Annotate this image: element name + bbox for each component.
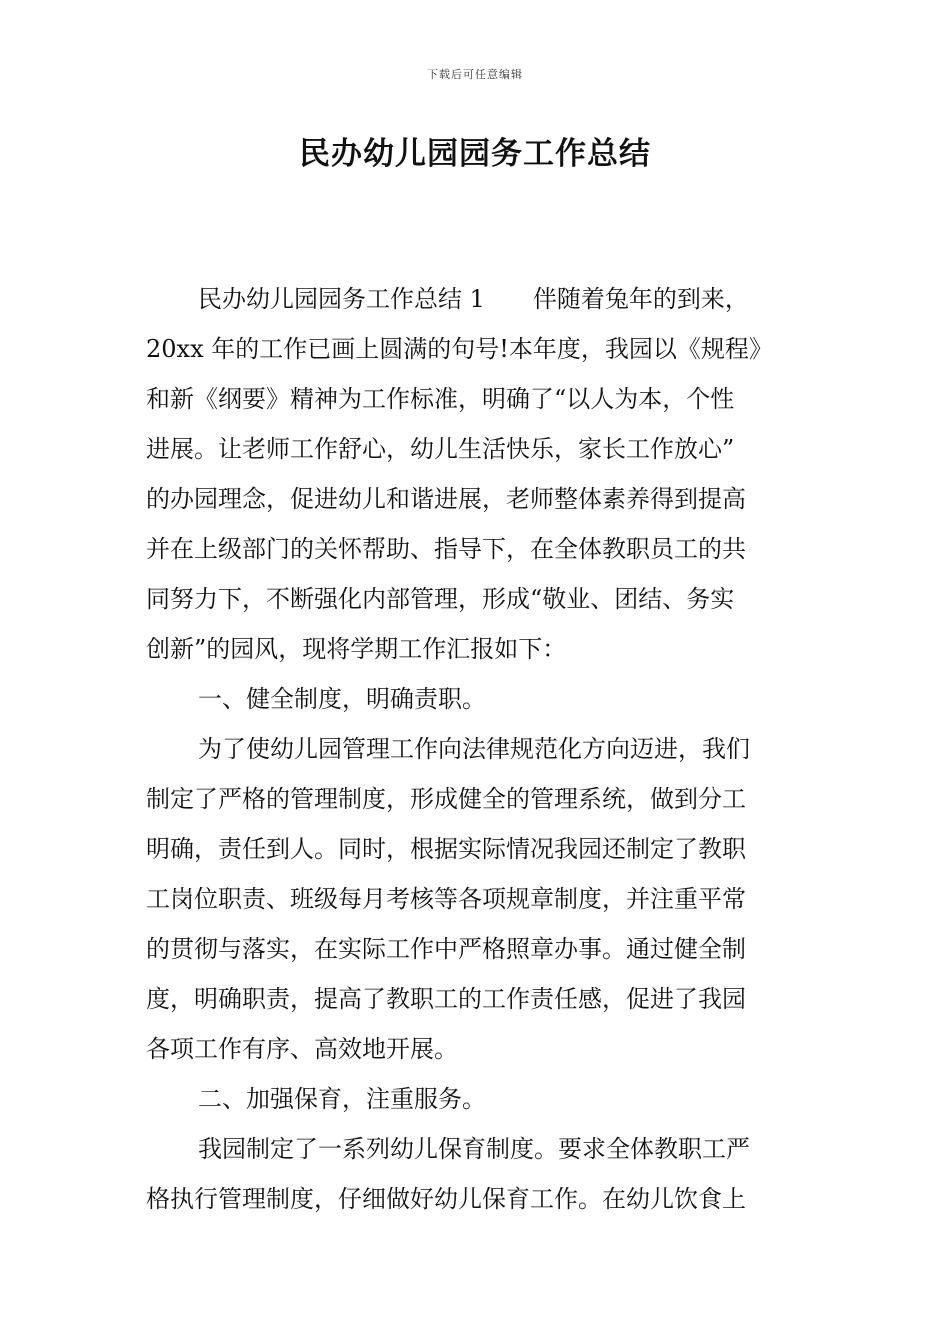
text-line: 进展。让老师工作舒心，幼儿生活快乐，家长工作放心” [146, 435, 735, 463]
text-line: 的办园理念，促进幼儿和谐进展，老师整体素养得到提高 [146, 485, 746, 513]
text-line: 20xx 年的工作已画上圆满的句号!本年度，我园以《规程》 [146, 335, 773, 363]
text-line: 工岗位职责、班级每月考核等各项规章制度，并注重平常 [146, 885, 746, 913]
document-title: 民办幼儿园园务工作总结 [299, 136, 651, 172]
document-body [146, 274, 808, 1224]
text-line: 二、加强保育，注重服务。 [198, 1085, 486, 1113]
text-line: 明确，责任到人。同时，根据实际情况我园还制定了教职 [146, 835, 746, 863]
text-line: 格执行管理制度，仔细做好幼儿保育工作。在幼儿饮食上 [146, 1185, 746, 1213]
text-line: 度，明确职责，提高了教职工的工作责任感，促进了我园 [146, 985, 746, 1013]
text-line: 各项工作有序、高效地开展。 [146, 1035, 458, 1063]
text-line: 我园制定了一系列幼儿保育制度。要求全体教职工严 [198, 1135, 750, 1163]
text-line: 制定了严格的管理制度，形成健全的管理系统，做到分工 [146, 785, 746, 813]
text-line: 和新《纲要》精神为工作标准，明确了“以人为本，个性 [146, 385, 735, 413]
text-line: 的贯彻与落实，在实际工作中严格照章办事。通过健全制 [146, 935, 746, 963]
page-header-note: 下载后可任意编辑 [427, 68, 523, 81]
text-line: 并在上级部门的关怀帮助、指导下，在全体教职员工的共 [146, 535, 746, 563]
text-line: 民办幼儿园园务工作总结 1 伴随着兔年的到来， [198, 285, 749, 313]
text-line: 为了使幼儿园管理工作向法律规范化方向迈进，我们 [198, 735, 750, 763]
text-line: 一、健全制度，明确责职。 [198, 685, 486, 713]
text-line: 同努力下，不断强化内部管理，形成“敬业、团结、务实 [146, 585, 735, 613]
text-line: 创新”的园风，现将学期工作汇报如下： [146, 635, 567, 663]
